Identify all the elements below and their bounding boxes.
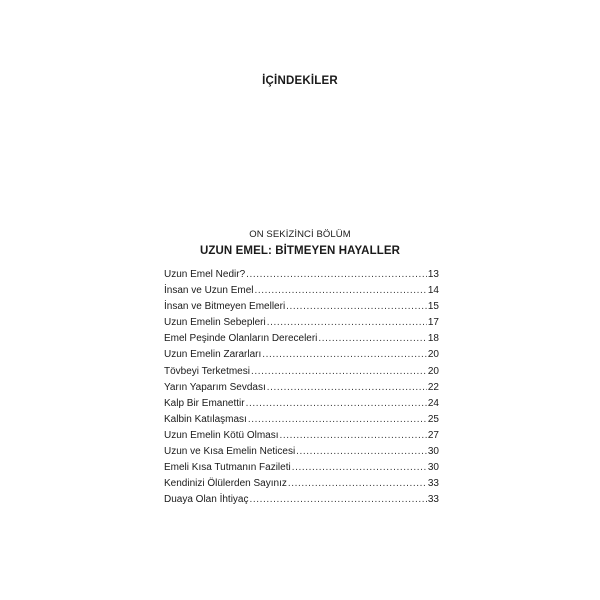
toc-entry[interactable] [164, 412, 439, 428]
toc-entry-title: Tövbeyi Terketmesi [164, 365, 250, 377]
toc-page-number: 27 [427, 429, 439, 441]
toc-entry[interactable] [164, 315, 439, 331]
page-title: İÇİNDEKİLER [262, 75, 338, 87]
toc-page-number: 25 [427, 413, 439, 425]
dot-leader [262, 347, 427, 363]
toc-entry-title: Emel Peşinde Olanların Dereceleri [164, 333, 318, 345]
dot-leader [255, 283, 427, 299]
toc-entry[interactable] [164, 444, 439, 460]
toc-page-number: 30 [427, 462, 439, 474]
toc-page-number: 20 [427, 349, 439, 361]
toc-entry-title: Uzun Emelin Sebepleri [164, 317, 266, 329]
toc-page-number: 13 [427, 269, 439, 280]
dot-leader [246, 396, 427, 412]
table-of-contents [164, 267, 439, 508]
toc-entry[interactable] [164, 380, 439, 396]
section-label: ON SEKİZİNCİ BÖLÜM [249, 229, 351, 240]
toc-entry-title: Uzun Emelin Zararları [164, 349, 262, 361]
toc-page-number: 15 [427, 301, 439, 313]
toc-entry-title: Yarın Yaparım Sevdası [164, 381, 266, 393]
dot-leader [267, 380, 427, 396]
section-title: UZUN EMEL: BİTMEYEN HAYALLER [199, 245, 401, 257]
toc-page-number: 30 [427, 446, 439, 458]
dot-leader [288, 476, 427, 492]
toc-page-number: 33 [427, 494, 439, 506]
toc-entry[interactable] [164, 428, 439, 444]
toc-entry-title: İnsan ve Uzun Emel [164, 285, 254, 297]
toc-page-number: 14 [427, 285, 439, 297]
toc-entry-title: Kalbin Katılaşması [164, 413, 247, 425]
dot-leader [251, 364, 427, 380]
dot-leader [296, 444, 427, 460]
toc-entry[interactable] [164, 283, 439, 299]
toc-entry[interactable] [164, 492, 439, 508]
toc-entry[interactable] [164, 460, 439, 476]
toc-entry[interactable] [164, 347, 439, 363]
toc-page-number: 33 [427, 478, 439, 490]
toc-entry-title: Uzun Emel Nedir? [164, 269, 246, 280]
toc-page-number: 17 [427, 317, 439, 329]
toc-entry[interactable] [164, 476, 439, 492]
toc-page-number: 24 [427, 397, 439, 409]
toc-entry-title: İnsan ve Bitmeyen Emelleri [164, 301, 286, 313]
dot-leader [248, 412, 427, 428]
dot-leader [292, 460, 427, 476]
toc-page-number: 18 [427, 333, 439, 345]
toc-entry-title: Kalp Bir Emanettir [164, 397, 245, 409]
dot-leader [286, 299, 427, 315]
toc-entry-title: Uzun ve Kısa Emelin Neticesi [164, 446, 296, 458]
toc-entry[interactable] [164, 299, 439, 315]
toc-entry-title: Emeli Kısa Tutmanın Fazileti [164, 462, 291, 474]
dot-leader [246, 267, 427, 283]
toc-entry[interactable] [164, 364, 439, 380]
dot-leader [280, 428, 427, 444]
toc-page-number: 20 [427, 365, 439, 377]
toc-entry-title: Uzun Emelin Kötü Olması [164, 429, 279, 441]
toc-entry-title: Kendinizi Ölülerden Sayınız [164, 478, 287, 490]
toc-entry[interactable] [164, 396, 439, 412]
toc-entry[interactable] [164, 267, 439, 283]
toc-entry-title: Duaya Olan İhtiyaç [164, 494, 249, 506]
toc-entry[interactable] [164, 331, 439, 347]
dot-leader [267, 315, 427, 331]
dot-leader [318, 331, 426, 347]
dot-leader [250, 492, 427, 508]
toc-page-number: 22 [427, 381, 439, 393]
